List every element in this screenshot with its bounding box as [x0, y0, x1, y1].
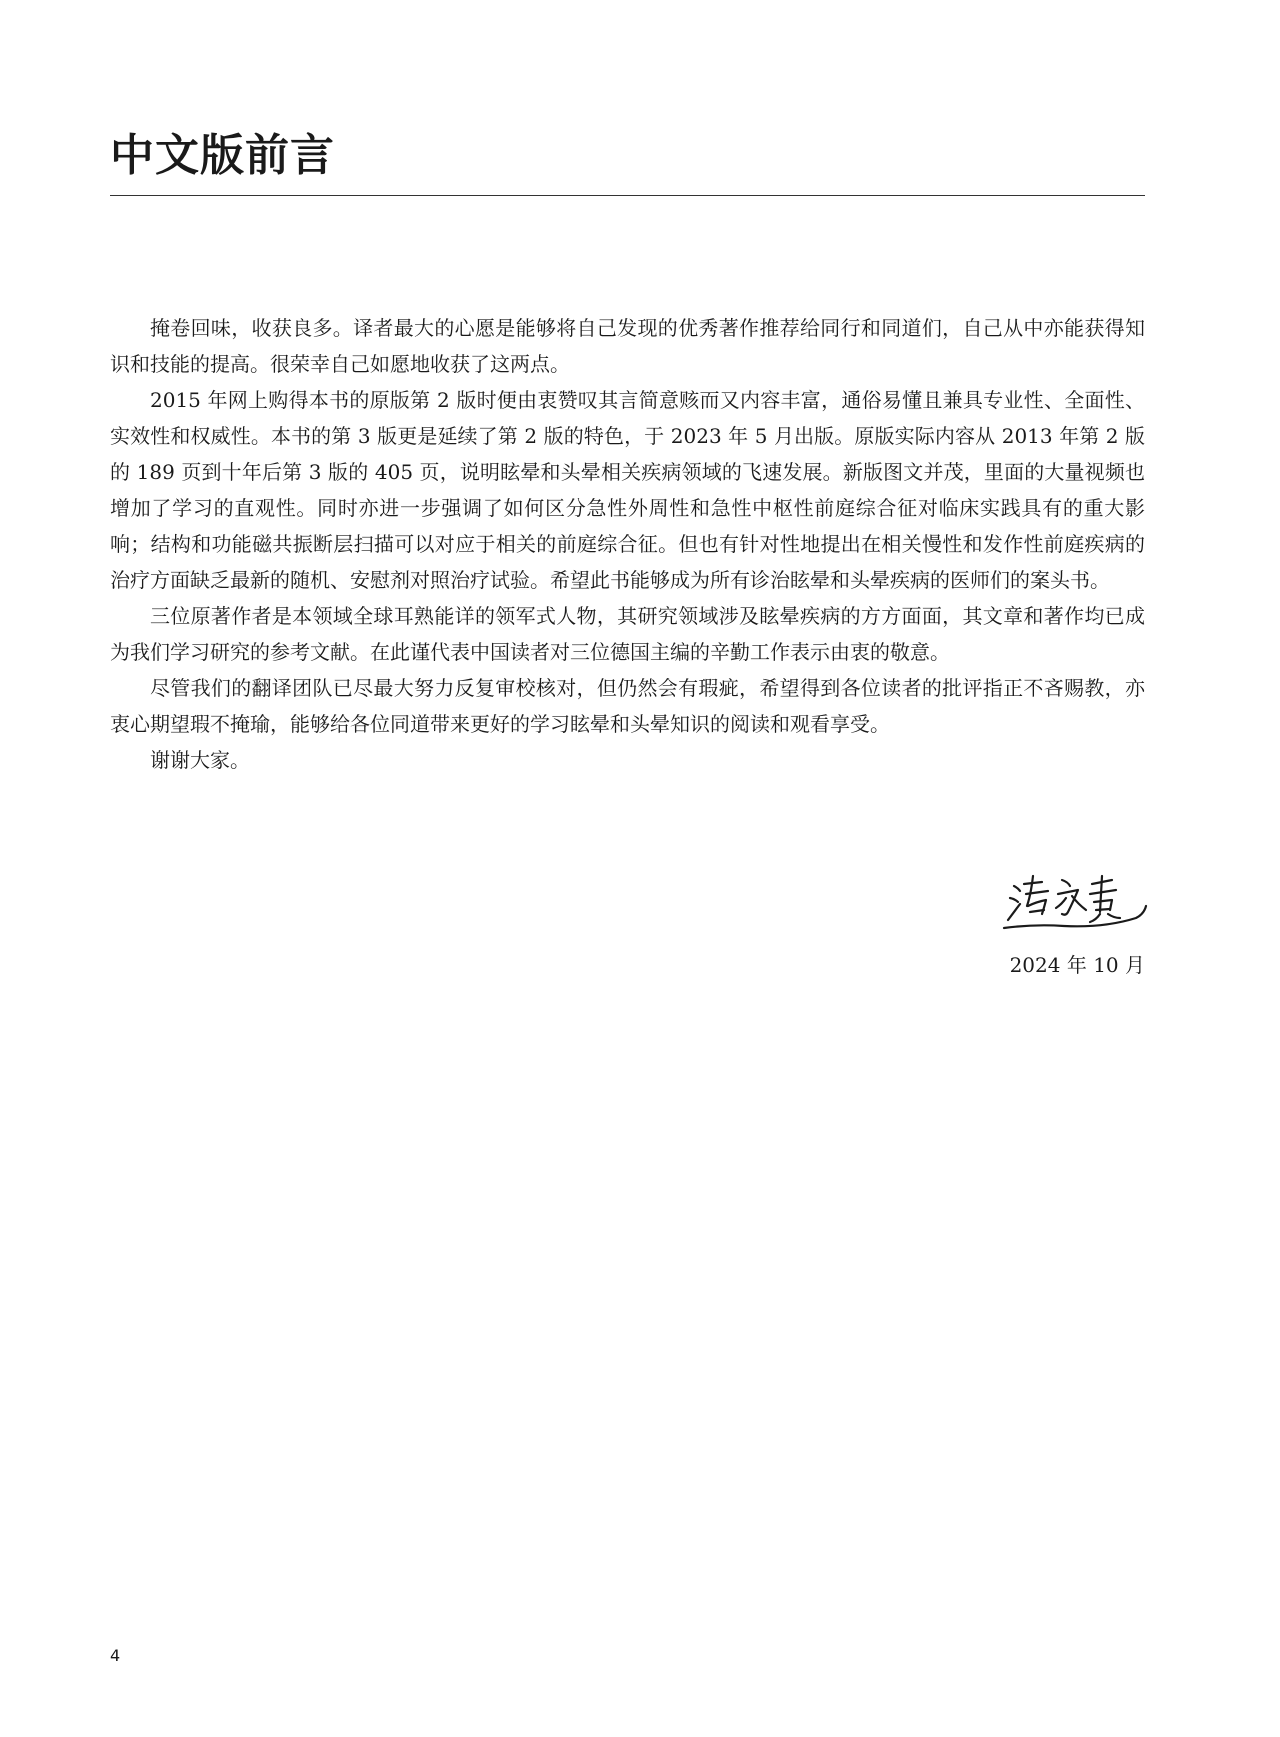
- page-number: 4: [110, 1646, 121, 1665]
- preface-closing: 谢谢大家。: [150, 748, 250, 772]
- preface-paragraph-2: 2015 年网上购得本书的原版第 2 版时便由衷赞叹其言简意赅而又内容丰富，通俗易懂且兼具专业性、全面性、实效性和权威性。本书的第 3 版更是延续了第 2 版的特色，于 2023 年 5 月出版。原版实际内容从 2013 年第 2 版的 189 页到十年后第 3 版的 405 页，说明眩晕和头晕相关疾病领域的飞速发展。新版图文并茂，里面的大量视频也增加了学习的直观性。同时亦进一步强调了如何区分急性外周性和急性中枢性前庭综合征对临床实践具有的重大影响；结构和功能磁共振断层扫描可以对应于相关的前庭综合征。但也有针对性地提出在相关慢性和发作性前庭疾病的治疗方面缺乏最新的随机、安慰剂对照治疗试验。希望此书能够成为所有诊治眩晕和头晕疾病的医师们的案头书。: [110, 388, 1145, 592]
- signature-date: 2024 年 10 月: [1009, 953, 1145, 977]
- handwritten-signature: [1000, 872, 1150, 942]
- preface-body: [110, 310, 1145, 778]
- preface-paragraph-3: 三位原著作者是本领域全球耳熟能详的领军式人物，其研究领域涉及眩晕疾病的方方面面，其文章和著作均已成为我们学习研究的参考文献。在此谨代表中国读者对三位德国主编的辛勤工作表示由衷的敬意。: [110, 604, 1145, 664]
- preface-paragraph-4: 尽管我们的翻译团队已尽最大努力反复审校核对，但仍然会有瑕疵，希望得到各位读者的批评指正不吝赐教，亦衷心期望瑕不掩瑜，能够给各位同道带来更好的学习眩晕和头晕知识的阅读和观看享受。: [110, 676, 1145, 736]
- preface-paragraph-1: 掩卷回味，收获良多。译者最大的心愿是能够将自己发现的优秀著作推荐给同行和同道们，自己从中亦能获得知识和技能的提高。很荣幸自己如愿地收获了这两点。: [110, 316, 1145, 376]
- page-title: 中文版前言: [110, 130, 335, 181]
- title-divider: [110, 195, 1145, 196]
